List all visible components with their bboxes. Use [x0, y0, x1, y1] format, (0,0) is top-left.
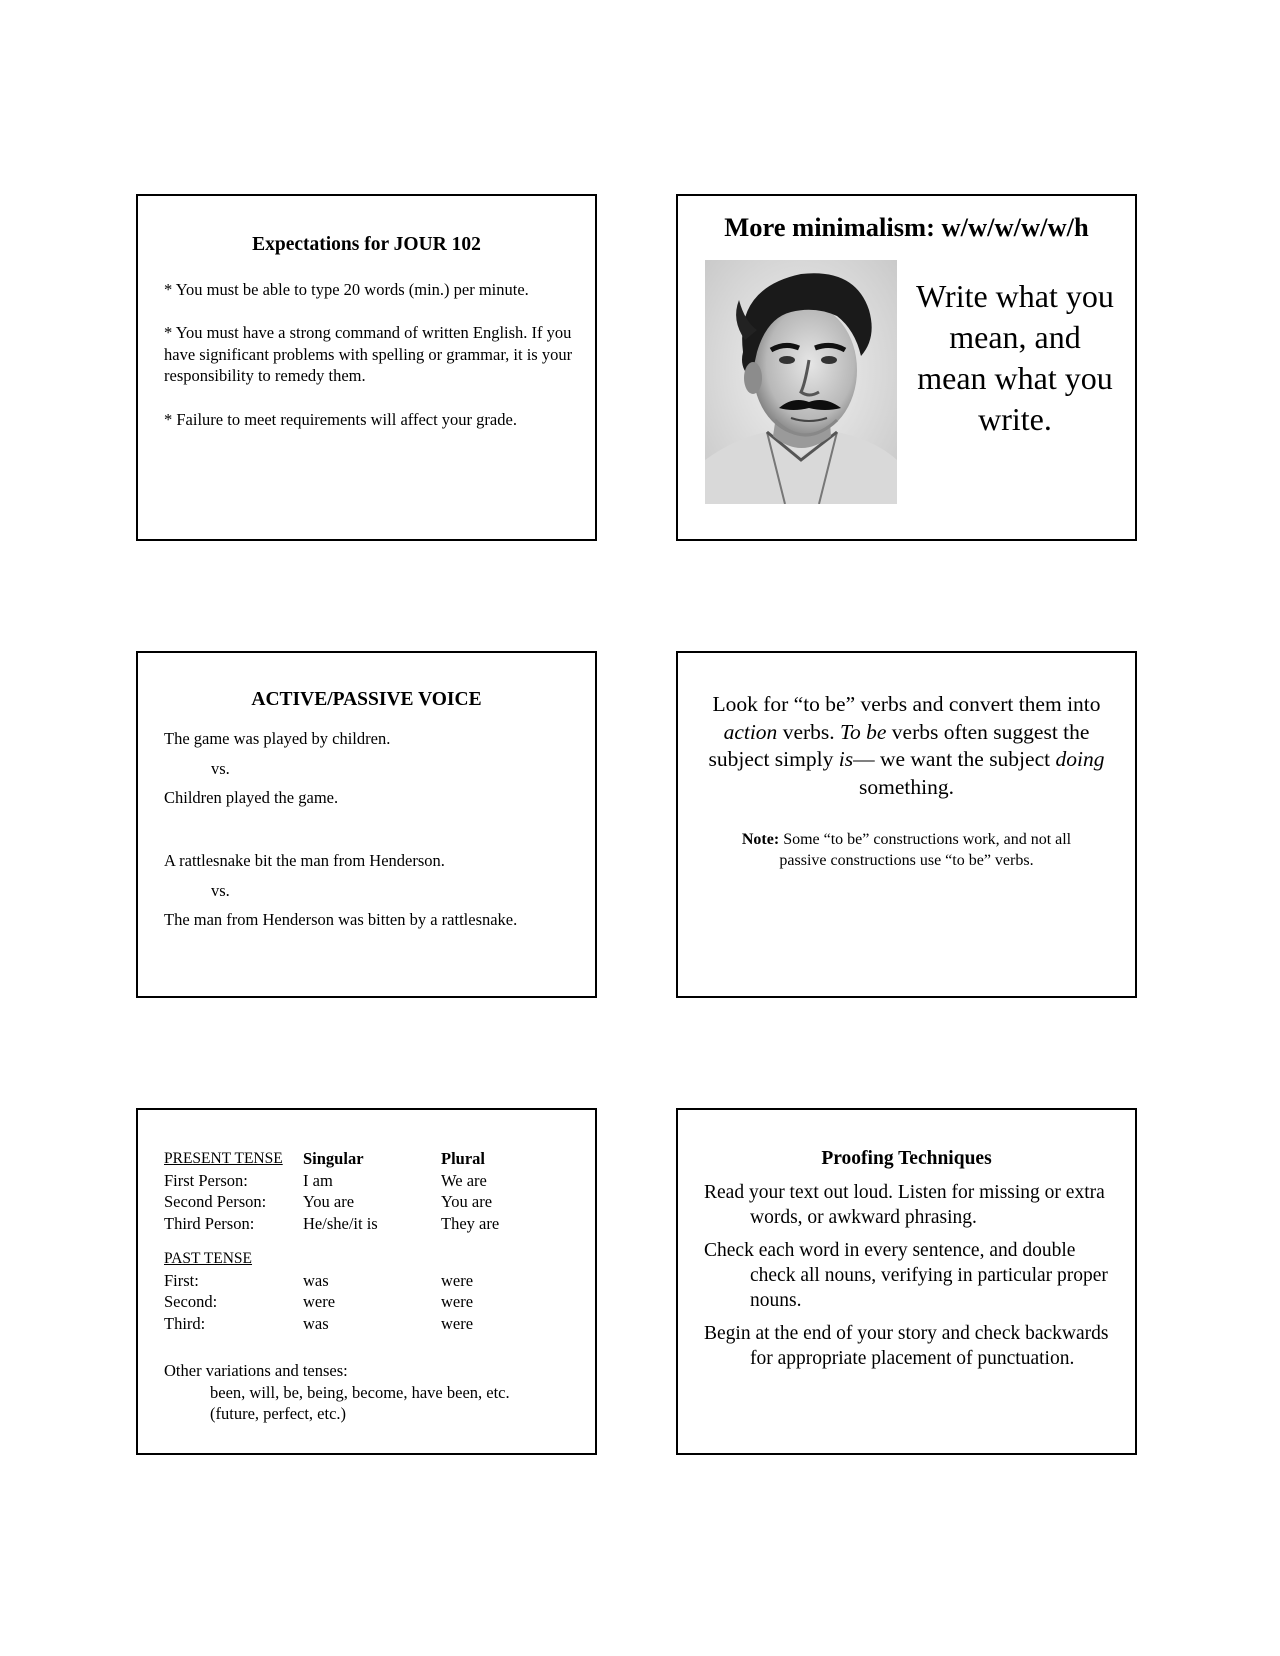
example-passive-1: The game was played by children. [164, 729, 391, 748]
other-tenses-note: (future, perfect, etc.) [210, 1404, 347, 1423]
plural-cell: We are [441, 1170, 487, 1190]
singular-cell: I am [303, 1170, 333, 1190]
slide-verb-tenses [136, 1108, 597, 1455]
plural-cell: They are [441, 1213, 500, 1233]
to-be-guidance: Look for “to be” verbs and convert them into action verbs. To be verbs often suggest the subject simply is— we want the subject doing something. [708, 692, 1105, 799]
singular-cell: was [303, 1313, 329, 1333]
list-item: Read your text out loud. Listen for missing or extra words, or awkward phrasing. [704, 1182, 1105, 1228]
other-tenses-label: Other variations and tenses: [164, 1361, 348, 1380]
bullet-typing: * You must be able to type 20 words (min.) per minute. [164, 280, 529, 299]
note-text: Note: Some “to be” constructions work, and not all passive constructions use “to be” verbs. [741, 831, 1072, 869]
row-label: Second Person: [164, 1192, 267, 1211]
singular-cell: was [303, 1270, 329, 1290]
minimalism-quote: Write what you mean, and mean what you write. [916, 278, 1114, 437]
slide-title: Proofing Techniques [821, 1148, 992, 1169]
row-label: Third Person: [164, 1213, 255, 1233]
example-passive-2: The man from Henderson was bitten by a rattlesnake. [164, 910, 518, 929]
other-tenses-list: been, will, be, being, become, have been, etc. [210, 1382, 510, 1402]
technique-list [704, 1180, 1114, 1379]
singular-cell: were [303, 1292, 336, 1311]
bullet-english: * You must have a strong command of written English. If you have significant problems with spelling or grammar, it is your responsibility to remedy them. [164, 323, 573, 385]
slide-title: ACTIVE/PASSIVE VOICE [251, 689, 482, 710]
slide-title: More minimalism: w/w/w/w/w/h [724, 212, 1089, 242]
row-label: Third: [164, 1313, 206, 1333]
versus-label: vs. [211, 881, 230, 900]
plural-cell: were [441, 1292, 474, 1311]
plural-cell: were [441, 1270, 474, 1290]
author-portrait-photo [705, 260, 897, 504]
list-item: Begin at the end of your story and check backwards for appropriate placement of punctuation. [704, 1323, 1109, 1369]
row-label: First: [164, 1270, 199, 1290]
present-tense-heading: PRESENT TENSE [164, 1150, 283, 1167]
list-item: Check each word in every sentence, and double check all nouns, verifying in particular proper nouns. [704, 1240, 1108, 1311]
row-label: First Person: [164, 1170, 248, 1190]
plural-heading: Plural [441, 1149, 485, 1168]
other-tenses [164, 1360, 510, 1425]
slide-expectations [136, 194, 597, 541]
row-label: Second: [164, 1292, 218, 1311]
slide-active-passive-voice [136, 651, 597, 998]
plural-cell: You are [441, 1192, 493, 1211]
singular-heading: Singular [303, 1149, 364, 1168]
singular-cell: You are [303, 1192, 355, 1211]
example-active-1: Children played the game. [164, 788, 339, 807]
bullet-grade: * Failure to meet requirements will affect your grade. [164, 410, 517, 429]
slide-minimalism [676, 194, 1137, 541]
versus-label: vs. [211, 759, 230, 778]
example-active-2: A rattlesnake bit the man from Henderson. [164, 851, 445, 870]
slide-title: Expectations for JOUR 102 [252, 234, 481, 255]
slide-proofing-techniques [676, 1108, 1137, 1455]
plural-cell: were [441, 1313, 474, 1333]
singular-cell: He/she/it is [303, 1213, 378, 1233]
slide-to-be-verbs [676, 651, 1137, 998]
past-tense-heading: PAST TENSE [164, 1250, 253, 1267]
